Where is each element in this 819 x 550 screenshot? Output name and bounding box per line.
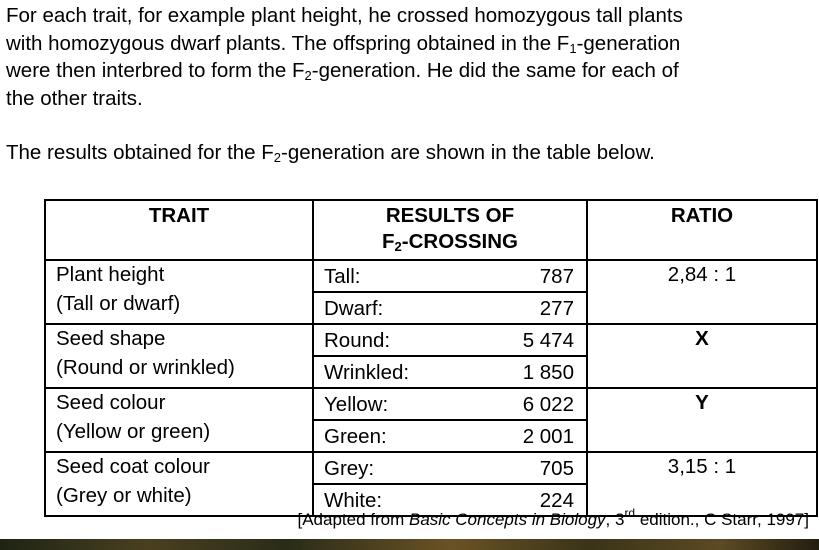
- result-line: [314, 453, 586, 483]
- trait-cell: [45, 260, 313, 324]
- intro-paragraph: [6, 2, 819, 112]
- table-row: [45, 324, 817, 388]
- ratio-cell: X: [587, 324, 817, 388]
- phenotype-label: Yellow:: [324, 393, 389, 416]
- paragraph-line: the other traits.: [6, 86, 143, 110]
- trait-name: Seed colour: [56, 391, 166, 414]
- trait-options: (Yellow or green): [56, 419, 211, 443]
- trait-options: (Round or wrinkled): [56, 355, 235, 379]
- paragraph-line: were then interbred to form the $F_2$-generation. He did the same for each of: [6, 59, 679, 83]
- phenotype-count: 787: [539, 265, 574, 288]
- table-row: [45, 452, 817, 516]
- table-header-row: [45, 200, 817, 260]
- results-cell: [313, 324, 587, 388]
- result-line: [314, 419, 586, 451]
- result-line: [314, 325, 586, 355]
- table-intro-text: The results obtained for the $F_2$-generation are shown in the table below.: [6, 141, 655, 165]
- header-trait: TRAIT: [45, 200, 313, 260]
- table-row: [45, 388, 817, 452]
- trait-cell: [45, 388, 313, 452]
- phenotype-count: 2 001: [522, 425, 574, 448]
- results-cell: [313, 388, 587, 452]
- phenotype-label: Tall:: [324, 265, 361, 288]
- phenotype-count: 5 474: [522, 329, 574, 352]
- phenotype-label: Wrinkled:: [324, 361, 410, 384]
- photo-strip: [0, 539, 819, 550]
- results-cell: [313, 260, 587, 324]
- phenotype-count: 277: [539, 297, 574, 320]
- result-line: [314, 261, 586, 291]
- trait-options: (Grey or white): [56, 483, 192, 507]
- trait-name: Plant height: [56, 263, 165, 286]
- paragraph-line: For each trait, for example plant height, he crossed homozygous tall plants: [6, 4, 683, 27]
- ratio-cell: Y: [587, 388, 817, 452]
- phenotype-label: White:: [324, 489, 383, 512]
- phenotype-label: Green:: [324, 425, 387, 448]
- trait-options: (Tall or dwarf): [56, 291, 181, 315]
- phenotype-count: 1 850: [522, 361, 574, 384]
- phenotype-label: Grey:: [324, 457, 375, 480]
- result-line: [314, 389, 586, 419]
- phenotype-count: 6 022: [522, 393, 574, 416]
- results-cell: [313, 452, 587, 516]
- source-caption: [Adapted from Basic Concepts in Biology, 3rd edition., C Starr, 1997]: [297, 506, 809, 529]
- paragraph-line: with homozygous dwarf plants. The offspring obtained in the $F_1$-generation: [6, 31, 681, 56]
- result-line: [314, 355, 586, 387]
- phenotype-label: Dwarf:: [324, 297, 384, 320]
- ratio-cell: 2,84 : 1: [587, 260, 817, 324]
- phenotype-count: 705: [539, 457, 574, 480]
- header-ratio: RATIO: [587, 200, 817, 260]
- trait-name: Seed shape: [56, 327, 166, 350]
- trait-cell: [45, 324, 313, 388]
- phenotype-label: Round:: [324, 329, 391, 352]
- trait-name: Seed coat colour: [56, 455, 210, 478]
- trait-cell: [45, 452, 313, 516]
- phenotype-count: 224: [539, 489, 574, 512]
- header-results: RESULTS OF $F_2$-CROSSING: [313, 200, 587, 260]
- result-line: [314, 291, 586, 323]
- ratio-cell: 3,15 : 1: [587, 452, 817, 516]
- table-row: [45, 260, 817, 324]
- results-table: [44, 199, 818, 517]
